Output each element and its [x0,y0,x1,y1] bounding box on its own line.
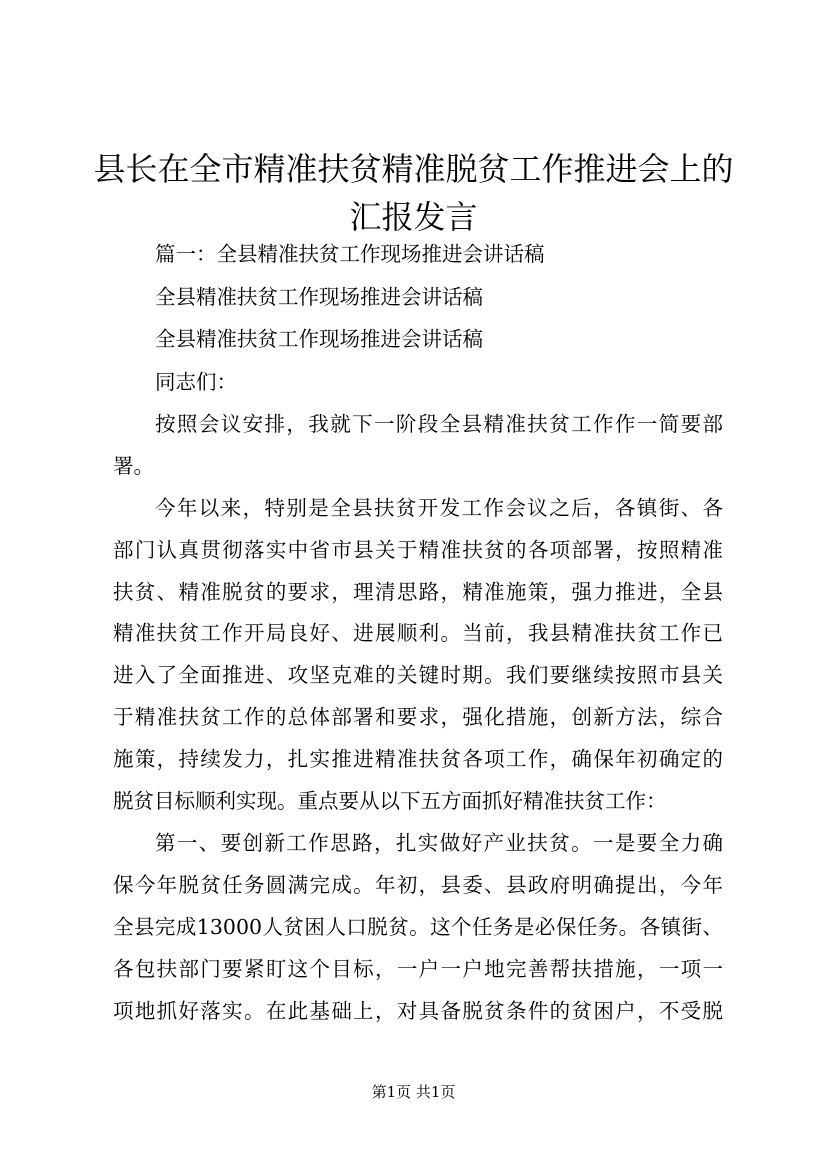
speech-title-repeat: 全县精准扶贫工作现场推进会讲话稿 [155,327,483,351]
paragraph-line: 扶贫、精准脱贫的要求，理清思路，精准施策，强力推进，全县 [113,580,723,604]
page-number-footer: 第1页 共1页 [371,1083,456,1101]
paragraph-line: 于精准扶贫工作的总体部署和要求，强化措施，创新方法，综合 [113,705,723,729]
paragraph-line: 署。 [113,454,154,478]
paragraph-line: 按照会议安排，我就下一阶段全县精准扶贫工作作一简要部 [155,412,723,436]
paragraph-line: 今年以来，特别是全县扶贫开发工作会议之后，各镇街、各 [155,496,723,520]
paragraph-line: 脱贫目标顺利实现。重点要从以下五方面抓好精准扶贫工作： [113,789,667,813]
paragraph-line: 保今年脱贫任务圆满完成。年初，县委、县政府明确提出，今年 [113,873,723,897]
paragraph-line: 部门认真贯彻落实中省市县关于精准扶贫的各项部署，按照精准 [113,538,723,562]
paragraph-line: 各包扶部门要紧盯这个目标，一户一户地完善帮扶措施，一项一 [113,957,723,981]
paragraph-line: 项地抓好落实。在此基础上，对具备脱贫条件的贫困户，不受脱 [113,999,723,1023]
section-heading: 篇一：全县精准扶贫工作现场推进会讲话稿 [155,242,545,266]
speech-title: 全县精准扶贫工作现场推进会讲话稿 [155,285,483,309]
paragraph-line: 进入了全面推进、攻坚克难的关键时期。我们要继续按照市县关 [113,663,723,687]
paragraph-line: 精准扶贫工作开局良好、进展顺利。当前，我县精准扶贫工作已 [113,621,723,645]
salutation: 同志们： [155,370,237,394]
document-title-line-1: 县长在全市精准扶贫精准脱贫工作推进会上的 [93,150,734,188]
paragraph-line: 第一、要创新工作思路，扎实做好产业扶贫。一是要全力确 [155,831,723,855]
paragraph-line: 施策，持续发力，扎实推进精准扶贫各项工作，确保年初确定的 [113,747,723,771]
paragraph-line: 全县完成13000人贫困人口脱贫。这个任务是必保任务。各镇街、 [113,915,723,939]
document-title-line-2: 汇报发言 [349,198,478,236]
